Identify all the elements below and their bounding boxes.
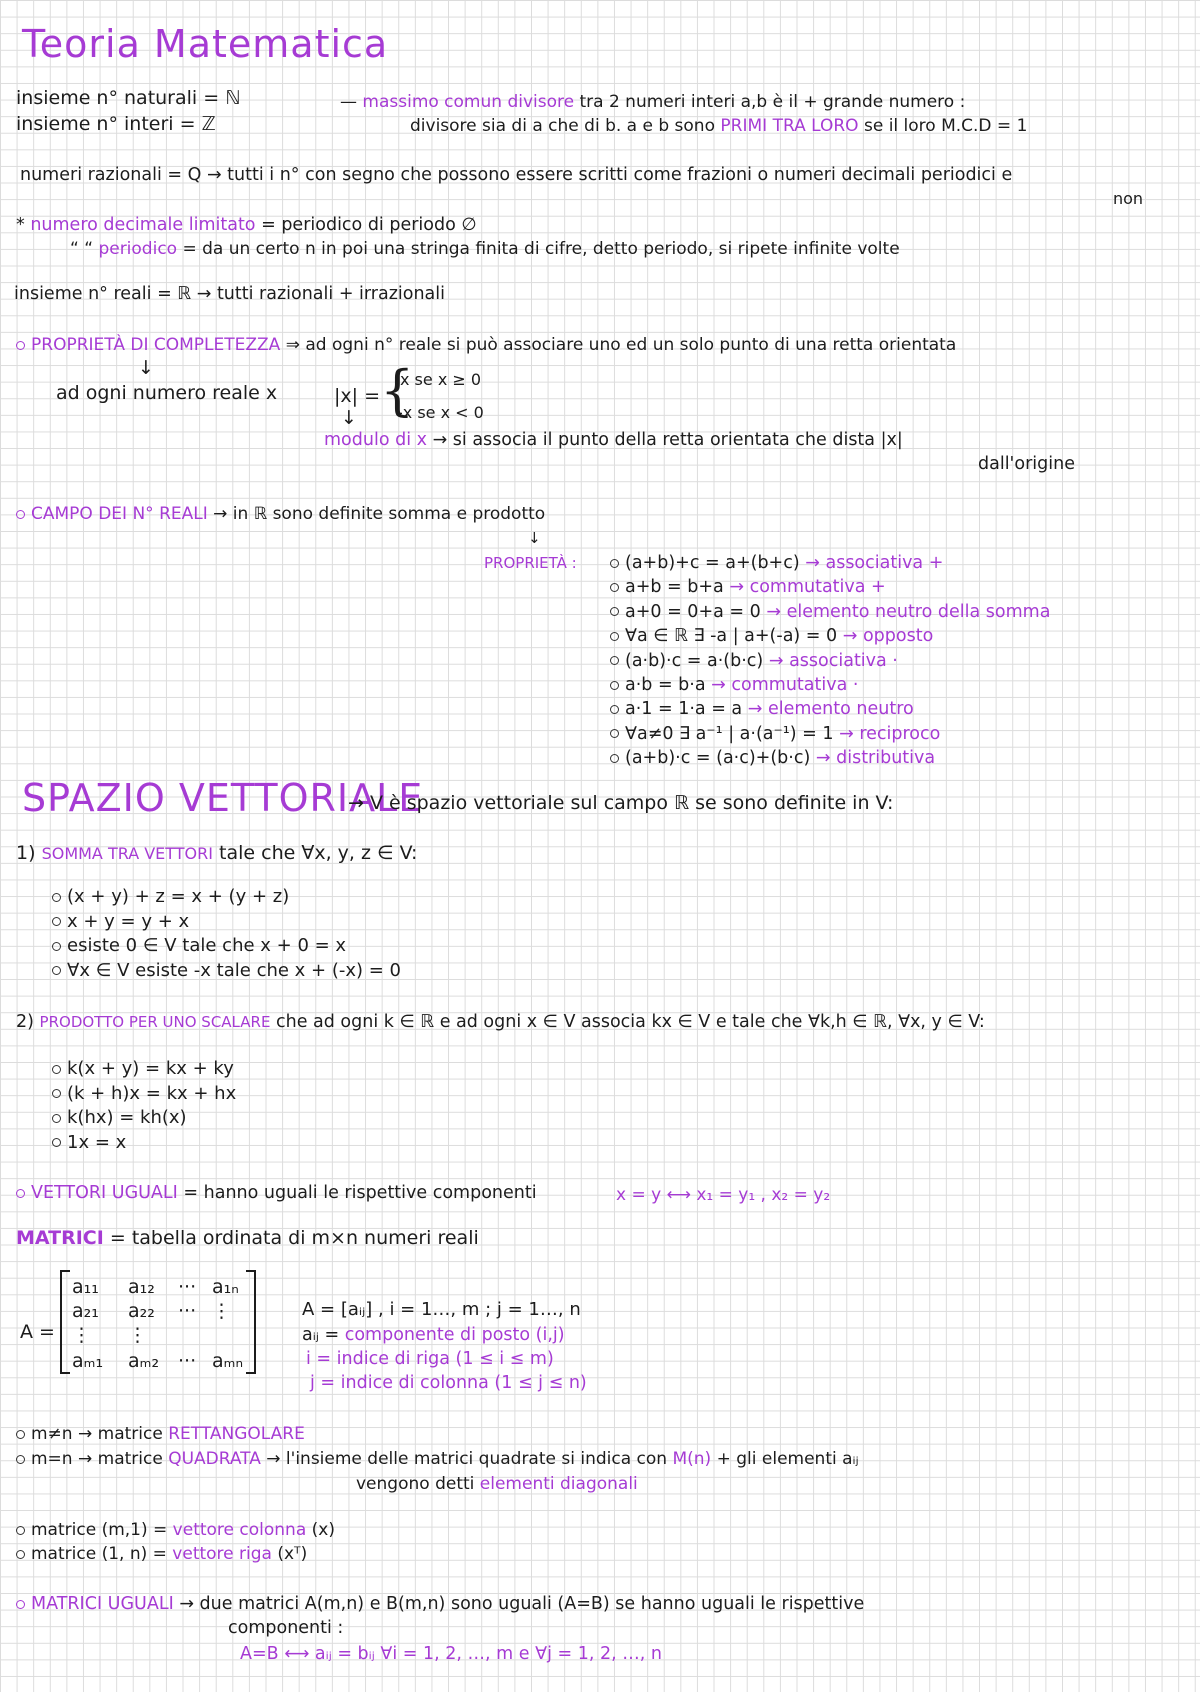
i-index: i = indice di riga (1 ≤ i ≤ m) [306,1349,554,1369]
sum-line [16,841,417,866]
modulo-end: dall'origine [978,454,1075,474]
completeness-line [16,333,956,357]
diag-label: elementi diagonali [479,1474,638,1494]
primi-label: PRIMI TRA LORO [720,116,859,136]
aij-text: componente di posto (i,j) [344,1325,565,1345]
square-set: M(n) [672,1449,712,1469]
list-item [52,959,401,983]
property-name: → reciproco [839,723,941,744]
square-label: QUADRATA [168,1449,261,1469]
down-arrow-icon-2: ↓ [341,407,357,429]
aij-label: aᵢⱼ = [302,1325,340,1345]
list-item [610,649,898,673]
bullet-icon [610,729,619,738]
property-text: k(hx) = kh(x) [67,1107,187,1128]
list-item [52,1082,236,1106]
abs-label: |x| = [334,385,381,407]
field-label: CAMPO DEI N° REALI [31,504,208,524]
bullet-icon [610,754,619,763]
bullet-icon [52,1138,61,1147]
vector-space-title: SPAZIO VETTORIALE [22,776,424,820]
matrix-cell: a₂₂ [128,1300,155,1322]
matrix-cell: a₁₂ [128,1276,155,1298]
property-equation: (a+b)·c = (a·c)+(b·c) [625,748,811,769]
curly-brace: { [380,359,415,422]
star-mark: * [16,215,25,235]
matrix-cell: aₘₙ [212,1350,244,1372]
j-index: j = indice di colonna (1 ≤ j ≤ n) [310,1373,587,1393]
equal-vectors-label: VETTORI UGUALI [31,1183,178,1203]
periodic-line [70,237,900,261]
matrix-cell: ··· [178,1300,197,1322]
col-pre: matrice (m,1) = [31,1520,168,1540]
equal-matrices-label: MATRICI UGUALI [31,1594,174,1614]
down-arrow-icon-3: ↓ [528,529,541,547]
equal-matrices-line [16,1592,864,1616]
real-number-text: ad ogni numero reale x [56,382,278,404]
matrix-cell: aₘ₂ [128,1350,160,1372]
rationals-end: non [1113,189,1144,208]
list-item [52,934,346,958]
completeness-label: PROPRIETÀ DI COMPLETEZZA [31,335,281,355]
integers-line: insieme n° interi = ℤ [16,113,216,135]
col-label: vettore colonna [172,1520,307,1540]
matrix-cell: ⋮ [212,1300,231,1322]
list-item [610,600,1050,624]
modulo-text: → si associa il punto della retta orientata che dista |x| [432,430,903,450]
matrix-def: A = [aᵢⱼ] , i = 1…, m ; j = 1…, n [302,1299,581,1320]
left-bracket [60,1270,70,1374]
rect-pre: m≠n → matrice [31,1424,163,1444]
bullet-icon [52,966,61,975]
matrices-text: = tabella ordinata di m×n numeri reali [109,1227,479,1249]
list-item [52,1057,234,1081]
matrix-cell: a₁₁ [72,1276,99,1298]
col-sym: (x) [311,1520,335,1540]
page-title: Teoria Matematica [22,22,389,66]
rect-line [16,1422,305,1446]
rationals-line: numeri razionali = Q → tutti i n° con segno che possono essere scritti come frazioni o numeri decimali periodici e [20,165,1013,185]
list-item [610,722,940,746]
row-vector-line [16,1542,307,1566]
property-equation: a·b = b·a [625,675,706,695]
prod-text: che ad ogni k ∈ ℝ e ad ogni x ∈ V associa kx ∈ V e tale che ∀k,h ∈ ℝ, ∀x, y ∈ V: [276,1012,985,1032]
bullet-icon [16,341,25,350]
bullet-icon [52,1089,61,1098]
mcd-text-3: se il loro M.C.D = 1 [863,116,1028,136]
matrix-cell: ⋮ [72,1324,91,1346]
bullet-icon [610,583,619,592]
property-equation: ∀a≠0 ∃ a⁻¹ | a·(a⁻¹) = 1 [625,723,834,744]
property-name: → elemento neutro della somma [766,601,1051,622]
property-equation: (a·b)·c = a·(b·c) [625,650,764,671]
matrix-cell: aₘ₁ [72,1350,104,1372]
property-text: ∀x ∈ V esiste -x tale che x + (-x) = 0 [67,959,402,981]
row-sym: (xᵀ) [277,1544,308,1564]
property-text: (x + y) + z = x + (y + z) [67,886,290,907]
equal-matrices-text-2: componenti : [228,1618,344,1638]
aij-line [302,1323,565,1347]
limited-text: = periodico di periodo ∅ [261,215,477,235]
prod-line [16,1010,985,1034]
list-item [610,697,914,721]
square-line [16,1447,859,1471]
bullet-icon [52,1065,61,1074]
property-name: → elemento neutro [747,699,914,720]
mcd-line-2 [410,114,1027,138]
sum-label: SOMMA TRA VETTORI [41,844,213,863]
vector-space-text: → V è spazio vettoriale sul campo ℝ se sono definite in V: [348,792,894,814]
field-prop-label: PROPRIETÀ : [484,554,577,572]
periodic-text: = da un certo n in poi una stringa finita di cifre, detto periodo, si ripete infinite volte [182,239,900,259]
property-text: (k + h)x = kx + hx [67,1082,237,1104]
matrix-cell: ··· [178,1350,197,1372]
bullet-icon [52,893,61,902]
property-text: 1x = x [67,1131,127,1153]
periodic-label: periodico [98,239,178,259]
matrices-label: MATRICI [16,1227,104,1249]
right-bracket [246,1270,256,1374]
list-item [610,624,933,648]
square-pre: m=n → matrice [31,1449,163,1469]
case-2: -x se x < 0 [397,403,484,422]
row-pre: matrice (1, n) = [31,1544,167,1564]
property-name: → associativa + [805,553,944,573]
sum-text: tale che ∀x, y, z ∈ V: [219,842,418,864]
bullet-icon [610,656,619,665]
bullet-icon [16,1600,25,1609]
ditto-marks: “ “ [70,239,94,259]
property-text: x + y = y + x [67,910,190,932]
mcd-line: — massimo comun divisore tra 2 numeri interi a,b è il + grande numero : [340,92,966,112]
equal-matrices-text: → due matrici A(m,n) e B(m,n) sono uguali (A=B) se hanno uguali le rispettive [179,1594,865,1614]
column-vector-line [16,1518,335,1542]
list-item [610,551,943,575]
list-item [610,746,935,770]
equal-vectors-formula: x = y ⟷ x₁ = y₁ , x₂ = y₂ [616,1185,831,1205]
property-equation: (a+b)+c = a+(b+c) [625,553,800,573]
property-name: → distributiva [815,748,936,769]
list-item [52,885,289,909]
modulo-line [324,428,903,452]
limited-label: numero decimale limitato [30,215,256,235]
bullet-icon [610,705,619,714]
bullet-icon [610,632,619,641]
prod-number: 2) [16,1012,34,1032]
reals-line: insieme n° reali = ℝ → tutti razionali + irrazionali [14,284,446,304]
property-equation: a+b = b+a [625,577,724,598]
property-equation: ∀a ∈ ℝ ∃ -a | a+(-a) = 0 [625,626,838,647]
property-text: esiste 0 ∈ V tale che x + 0 = x [67,935,347,956]
equal-matrices-formula: A=B ⟷ aᵢⱼ = bᵢⱼ ∀i = 1, 2, …, m e ∀j = 1, 2, …, n [240,1644,662,1664]
matrices-line [16,1226,479,1250]
bullet-icon [16,510,25,519]
bullet-icon [610,559,619,568]
property-equation: a·1 = 1·a = a [625,699,743,720]
field-text: → in ℝ sono definite somma e prodotto [213,504,546,524]
property-name: → associativa · [768,650,898,671]
bullet-icon [610,681,619,690]
matrix-cell: ··· [178,1276,197,1298]
square-text-3: vengono detti [356,1474,475,1494]
field-line [16,502,545,526]
property-name: → opposto [842,626,934,647]
modulo-label: modulo di x [324,430,427,450]
square-text: → l'insieme delle matrici quadrate si indica con [266,1449,668,1469]
completeness-text: ⇒ ad ogni n° reale si può associare uno ed un solo punto di una retta orientata [285,335,957,355]
prod-label: PRODOTTO PER UNO SCALARE [39,1013,271,1031]
bullet-icon [52,1114,61,1123]
property-equation: a+0 = 0+a = 0 [625,601,761,622]
matrix-cell: ⋮ [128,1324,147,1346]
limited-line [16,213,477,237]
property-text: k(x + y) = kx + ky [67,1058,234,1079]
bullet-icon [16,1189,25,1198]
list-item [52,1106,187,1130]
list-item [610,673,858,697]
row-label: vettore riga [172,1544,272,1564]
matrix-cell: a₁ₙ [212,1276,239,1298]
property-name: → commutativa · [711,675,859,695]
list-item [52,910,189,934]
sum-number: 1) [16,842,36,864]
bullet-icon [52,942,61,951]
matrix-cell: a₂₁ [72,1300,99,1322]
equal-vectors-text: = hanno uguali le rispettive componenti [183,1183,537,1203]
down-arrow-icon: ↓ [138,357,154,379]
case-1: x se x ≥ 0 [400,370,482,389]
bullet-icon [16,1455,25,1464]
matrix-a-label: A = [20,1321,55,1343]
diag-line [356,1472,638,1496]
bullet-icon [16,1526,25,1535]
bullet-icon [610,607,619,616]
square-text-2: + gli elementi aᵢⱼ [716,1449,859,1469]
bullet-icon [16,1430,25,1439]
mcd-label: massimo comun divisore [362,92,575,112]
mcd-text-2: divisore sia di a che di b. a e b sono [410,116,715,136]
bullet-icon [52,917,61,926]
equal-vectors-line [16,1181,537,1205]
mcd-text-1: tra 2 numeri interi a,b è il + grande numero : [579,92,966,112]
property-name: → commutativa + [729,577,886,598]
list-item [52,1131,126,1155]
rect-label: RETTANGOLARE [168,1424,305,1444]
list-item [610,575,886,599]
naturals-line: insieme n° naturali = ℕ [16,87,241,109]
bullet-icon [16,1550,25,1559]
